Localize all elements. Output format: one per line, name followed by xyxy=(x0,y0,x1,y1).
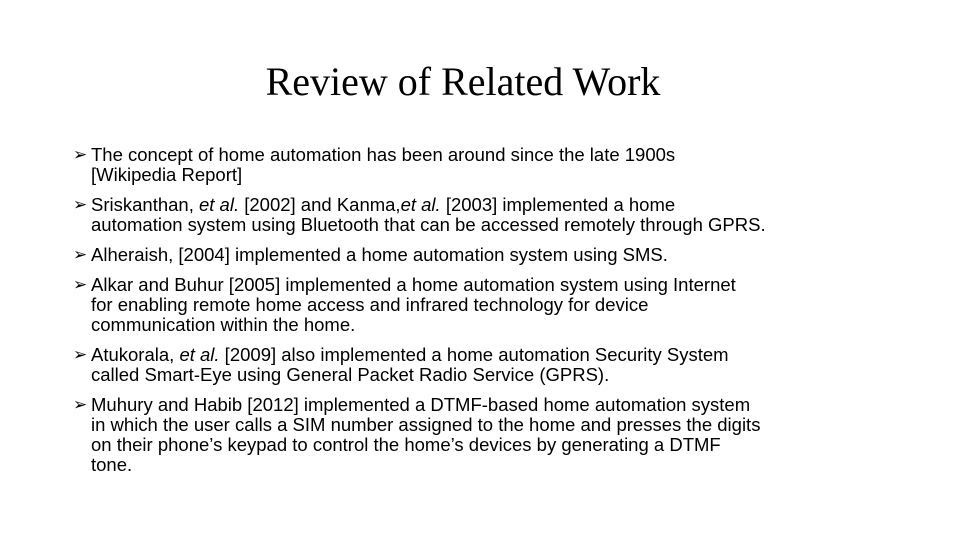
text-segment: in which the user calls a SIM number assigned to the home and presses the digits xyxy=(91,414,761,435)
text-segment: The concept of home automation has been around since the late 1900s xyxy=(91,144,676,165)
arrow-bullet-icon: ➢ xyxy=(73,195,88,215)
text-segment: automation system using Bluetooth that can be accessed remotely through GPRS. xyxy=(91,214,766,235)
text-segment: [Wikipedia Report] xyxy=(91,164,243,185)
arrow-bullet-icon: ➢ xyxy=(73,275,88,295)
bullet-item xyxy=(73,145,933,185)
text-segment: Muhury and Habib [2012] implemented a DTMF-based home automation system xyxy=(91,394,751,415)
text-segment: Atukorala, xyxy=(91,344,180,365)
bullet-text-line xyxy=(91,165,933,185)
bullet-text-line xyxy=(91,315,933,335)
bullet-text-line xyxy=(91,345,933,365)
text-segment: on their phone’s keypad to control the home’s devices by generating a DTMF xyxy=(91,434,721,455)
bullet-text-line xyxy=(91,195,933,215)
bullet-item xyxy=(73,345,933,385)
bullet-text-line xyxy=(91,365,933,385)
bullet-item xyxy=(73,195,933,235)
bullet-text-line xyxy=(91,215,933,235)
bullet-item xyxy=(73,275,933,335)
bullet-text-line xyxy=(91,245,933,265)
bullet-item xyxy=(73,395,933,475)
text-segment: communication within the home. xyxy=(91,314,356,335)
italic-text: et al. xyxy=(198,194,240,215)
arrow-bullet-icon: ➢ xyxy=(73,345,88,365)
bullet-text-line xyxy=(91,395,933,415)
text-segment: [2003] implemented a home xyxy=(440,194,676,215)
slide-title: Review of Related Work xyxy=(265,59,661,104)
bullet-list xyxy=(73,145,933,485)
text-segment: [2002] and Kanma, xyxy=(239,194,401,215)
text-segment: for enabling remote home access and infrared technology for device xyxy=(91,294,649,315)
text-segment: Sriskanthan, xyxy=(91,194,199,215)
bullet-text-line xyxy=(91,275,933,295)
text-segment: called Smart-Eye using General Packet Radio Service (GPRS). xyxy=(91,364,610,385)
bullet-text-line xyxy=(91,435,933,455)
text-segment: [2009] also implemented a home automation Security System xyxy=(219,344,729,365)
text-segment: Alkar and Buhur [2005] implemented a home automation system using Internet xyxy=(91,274,736,295)
bullet-text-line xyxy=(91,145,933,165)
bullet-text-line xyxy=(91,295,933,315)
italic-text: et al. xyxy=(400,194,441,215)
bullet-text-line xyxy=(91,455,933,475)
italic-text: et al. xyxy=(179,344,220,365)
arrow-bullet-icon: ➢ xyxy=(73,395,88,415)
text-segment: tone. xyxy=(91,454,133,475)
arrow-bullet-icon: ➢ xyxy=(73,145,88,165)
bullet-item xyxy=(73,245,933,265)
text-segment: Alheraish, [2004] implemented a home automation system using SMS. xyxy=(91,244,668,265)
bullet-text-line xyxy=(91,415,933,435)
arrow-bullet-icon: ➢ xyxy=(73,245,88,265)
